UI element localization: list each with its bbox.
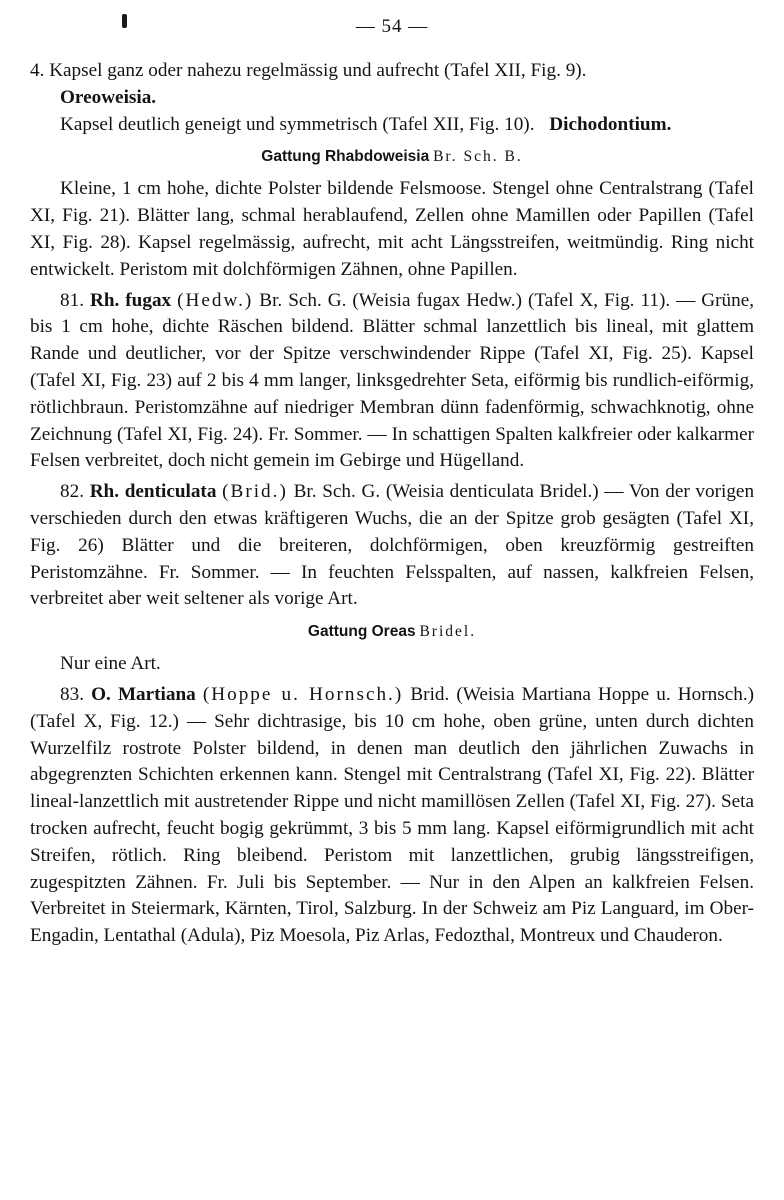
- key-result-oreoweisia: Oreoweisia.: [60, 86, 157, 108]
- page-number: — 54 —: [355, 16, 429, 37]
- key-entry-4b: [30, 112, 754, 139]
- key-line-1: 4. Kapsel ganz oder nahezu regelmässig und aufrecht (Tafel XII, Fig. 9).: [30, 60, 587, 81]
- species-name: Rh. denticulata: [89, 481, 217, 503]
- species-author: (Brid.): [222, 481, 288, 503]
- species-number: 83.: [60, 683, 84, 705]
- species-82: [30, 479, 754, 613]
- species-number: 81.: [60, 289, 84, 311]
- species-author: (Hedw.): [177, 289, 254, 311]
- page-body: [30, 58, 754, 950]
- species-number: 82.: [60, 481, 84, 503]
- genus-author: Bridel.: [419, 623, 477, 641]
- species-text: Brid. (Weisia Martiana Hoppe u. Hornsch.) (Tafel X, Fig. 12.) — Sehr dichtrasige, bis 10 cm hohe, oben grüne, unten durch dichten Wurzelfilz rostrote Polster bildend, in denen man deutlich den jährlichen Zuwachs in abgegrenzten Schichten erkennen kann. Stengel mit Centralstrang (Tafel XI, Fig. 22). Blätter lineal-lanzettlich mit austretender Rippe und nicht mamillösen Zellen (Tafel XI, Fig. 27). Seta trocken aufrecht, feucht bogig gekrümmt, 3 bis 5 mm lang. Kapsel eiförmigrundlich mit acht Streifen, rötlich. Ring bleibend. Peristom mit lanzettlichen, grubig längsstreifigen, zugespitzten Zähnen. Fr. Juli bis September. — Nur in den Alpen an kalkfreien Felsen. Verbreitet in Steiermark, Kärnten, Tirol, Salzburg. In der Schweiz am Piz Languard, im Ober-Engadin, Lentathal (Adula), Piz Moesola, Piz Arlas, Fedozthal, Montreux und Chauderon.: [30, 683, 755, 947]
- species-author: (Hoppe u. Hornsch.): [202, 683, 404, 705]
- genus-description: Kleine, 1 cm hohe, dichte Polster bildende Felsmoose. Stengel ohne Centralstrang (Tafel XI, Fig. 21). Blätter lang, schmal herablaufend, Zellen ohne Mamillen oder Papillen (Tafel XI, Fig. 28). Kapsel regelmässig, aufrecht, mit acht Längsstreifen, weitmündig. Ring nicht entwickelt. Peristom mit dolchförmigen Zähnen, ohne Papillen.: [30, 178, 754, 280]
- key-result-dichodontium: Dichodontium.: [549, 113, 672, 135]
- genus-note: Nur eine Art.: [60, 653, 161, 675]
- key-entry-4: [30, 58, 754, 112]
- species-name: O. Martiana: [91, 683, 196, 705]
- genus-author: Br. Sch. B.: [433, 148, 523, 166]
- species-text: Br. Sch. G. (Weisia denticulata Bridel.) — Von der vorigen verschieden durch den etwas kräftigeren Wuchs, die an der Spitze grob gesägten (Tafel XI, Fig. 26) Blätter und die breiteren, dolchförmigen, oben kreuzförmig gestreiften Peristomzähne. Fr. Sommer. — In feuchten Felsspalten, auf nassen, kalkfreien Felsen, verbreitet aber weit seltener als vorige Art.: [30, 481, 755, 610]
- genus-heading-rhabdoweisia: [30, 146, 754, 168]
- genus-heading-oreas: [30, 621, 754, 643]
- species-text: Br. Sch. G. (Weisia fugax Hedw.) (Tafel X, Fig. 11). — Grüne, bis 1 cm hohe, dichte Räschen bildend. Blätter schmal lanzettlich bis lineal, mit glattem Rande und deutlicher, vor der Spitze verschwindender Rippe (Tafel XI, Fig. 25). Kapsel (Tafel XI, Fig. 23) auf 2 bis 4 mm langer, linksgedrehter Seta, eiförmig bis rundlich-eiförmig, rötlichbraun. Peristomzähne auf niedriger Membran dünn fadenförmig, schwachknotig, ohne Zeichnung (Tafel XI, Fig. 24). Fr. Sommer. — In schattigen Spalten kalkfreier oder kalkarmer Felsen verbreitet, doch nicht gemein im Gebirge und Hügelland.: [30, 289, 755, 472]
- species-name: Rh. fugax: [89, 289, 172, 311]
- species-81: [30, 288, 754, 476]
- key-line-2: Kapsel deutlich geneigt und symmetrisch (Tafel XII, Fig. 10).: [60, 113, 535, 135]
- genus-name: Gattung Rhabdoweisia: [261, 148, 430, 166]
- species-83: [30, 682, 754, 950]
- genus-name: Gattung Oreas: [307, 623, 416, 641]
